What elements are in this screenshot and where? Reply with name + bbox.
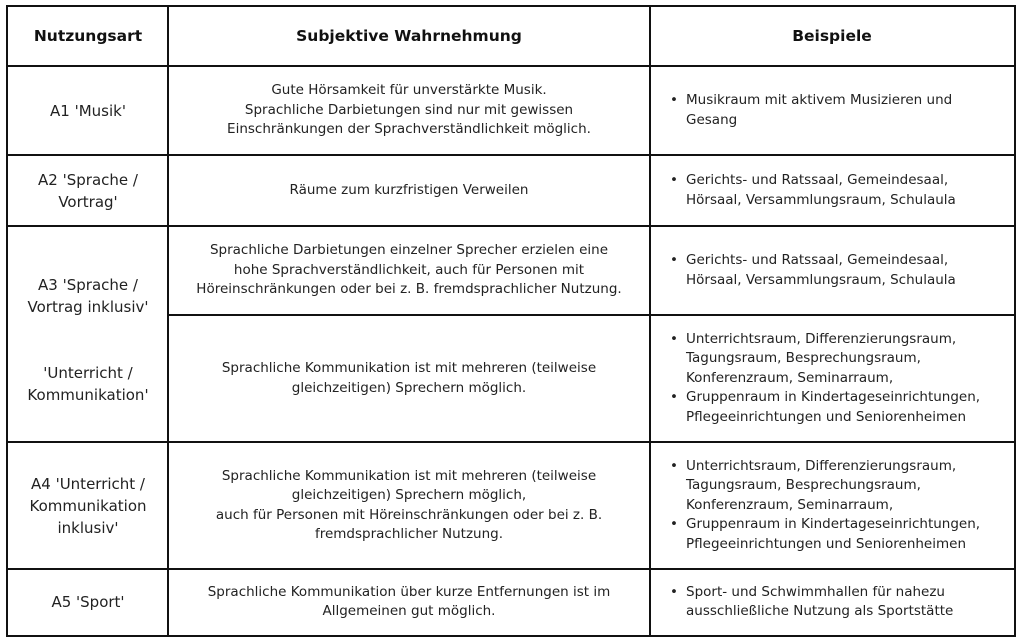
examples-cell: [650, 569, 1014, 635]
usage-cell-text: [27, 362, 148, 406]
examples-item-line: ausschließliche Nutzung als Sportstätte: [686, 603, 954, 619]
header-beispiele: Beispiele: [792, 26, 872, 45]
examples-cell: [650, 226, 1014, 315]
usage-cell-line: A2 'Sprache /: [38, 170, 138, 189]
examples-cell: [650, 442, 1014, 569]
perception-cell-text: [227, 81, 591, 140]
examples-list: [668, 91, 952, 130]
usage-cell-line: A4 'Unterricht /: [31, 474, 145, 493]
perception-cell-text: [208, 583, 611, 622]
usage-cell: [8, 326, 168, 442]
examples-item-line: Gerichts- und Ratssaal, Gemeindesaal,: [686, 172, 949, 188]
examples-item-line: Konferenzraum, Seminarraum,: [686, 369, 894, 386]
examples-item: [668, 515, 980, 554]
perception-cell-line: hohe Sprachverständlichkeit, auch für Personen mit: [233, 261, 585, 278]
usage-cell-line: 'Unterricht /: [43, 364, 133, 382]
examples-item: [668, 171, 956, 210]
examples-item: [668, 91, 952, 130]
row-divider: [8, 225, 1014, 227]
examples-list: [668, 330, 980, 428]
usage-cell-line: A1 'Musik': [50, 101, 126, 120]
row-divider: [8, 441, 1014, 443]
bullet-icon: •: [670, 172, 678, 188]
row-divider: [168, 314, 1014, 316]
usage-cell-text: [51, 591, 124, 613]
examples-list: [668, 171, 956, 210]
usage-cell-line: A3 'Sprache /: [38, 276, 138, 294]
usage-cell-line: Kommunikation': [27, 386, 149, 404]
header-subjektive-wahrnehmung: Subjektive Wahrnehmung: [296, 26, 522, 45]
usage-cell-line: A5 'Sport': [51, 593, 125, 611]
perception-cell: [168, 66, 650, 155]
usage-cell-line: Vortrag': [58, 192, 118, 211]
usage-cell: [8, 569, 168, 635]
column-divider: [649, 7, 651, 635]
perception-cell: [168, 315, 650, 442]
perception-cell-line: Sprachliche Kommunikation ist mit mehreren (teilweise: [221, 467, 597, 484]
examples-item-line: Gesang: [686, 111, 738, 128]
perception-cell-line: Allgemeinen gut möglich.: [322, 603, 496, 619]
perception-cell-text: [290, 181, 529, 201]
perception-cell-text: [222, 359, 596, 398]
usage-table: [6, 5, 1016, 637]
perception-cell-line: Höreinschränkungen oder bei z. B. fremdsprachlicher Nutzung.: [196, 281, 622, 298]
examples-item-line: Unterrichtsraum, Differenzierungsraum,: [686, 457, 957, 474]
row-divider: [8, 65, 1014, 67]
perception-cell-line: fremdsprachlicher Nutzung.: [314, 526, 504, 542]
examples-item: [668, 251, 956, 290]
examples-cell: [650, 155, 1014, 226]
usage-cell-text: [50, 100, 126, 122]
examples-item-line: Unterrichtsraum, Differenzierungsraum,: [686, 330, 957, 347]
perception-cell-text: [196, 241, 621, 300]
perception-cell-line: Sprachliche Darbietungen einzelner Sprecher erzielen eine: [209, 242, 609, 259]
examples-item-line: Musikraum mit aktivem Musizieren und: [686, 92, 953, 108]
perception-cell-line: Sprachliche Darbietungen sind nur mit gewissen: [244, 101, 574, 118]
examples-item-line: Tagungsraum, Besprechungsraum,: [686, 350, 921, 367]
column-divider: [167, 7, 169, 635]
row-divider: [8, 568, 1014, 570]
examples-item: [668, 457, 980, 516]
examples-item-line: Gruppenraum in Kindertageseinrichtungen,: [686, 516, 981, 533]
examples-cell: [650, 66, 1014, 155]
bullet-icon: •: [670, 583, 678, 600]
bullet-icon: •: [670, 516, 678, 533]
examples-item: [668, 388, 980, 427]
usage-cell: [8, 66, 168, 155]
perception-cell: [168, 155, 650, 226]
perception-cell-line: gleichzeitigen) Sprechern möglich.: [291, 379, 527, 396]
perception-cell-line: Räume zum kurzfristigen Verweilen: [289, 181, 529, 198]
examples-item-line: Konferenzraum, Seminarraum,: [686, 496, 894, 513]
perception-cell-line: Sprachliche Kommunikation ist mit mehreren (teilweise: [221, 360, 597, 376]
perception-cell-line: Gute Hörsamkeit für unverstärkte Musik.: [271, 82, 547, 99]
examples-item-line: Pflegeeinrichtungen und Seniorenheimen: [686, 408, 966, 425]
usage-cell-text: [29, 473, 146, 539]
bullet-icon: •: [670, 252, 678, 268]
perception-cell-line: auch für Personen mit Höreinschränkungen oder bei z. B.: [215, 506, 603, 523]
header-nutzungsart: Nutzungsart: [33, 26, 143, 45]
examples-item: [668, 583, 953, 622]
bullet-icon: •: [670, 389, 678, 406]
bullet-icon: •: [670, 92, 678, 108]
usage-cell-line: Vortrag inklusiv': [27, 298, 149, 316]
examples-item-line: Gerichts- und Ratssaal, Gemeindesaal,: [686, 252, 949, 268]
examples-item-line: Sport- und Schwimmhallen für nahezu: [686, 583, 945, 600]
examples-list: [668, 251, 956, 290]
examples-list: [668, 457, 980, 555]
perception-cell-line: Sprachliche Kommunikation über kurze Entfernungen ist im: [207, 583, 611, 600]
perception-cell-text: [216, 467, 602, 545]
bullet-icon: •: [670, 330, 678, 347]
examples-item-line: Gruppenraum in Kindertageseinrichtungen,: [686, 389, 981, 406]
usage-cell-line: inklusiv': [57, 518, 119, 537]
perception-cell: [168, 226, 650, 315]
usage-cell: [8, 155, 168, 226]
examples-item-line: Hörsaal, Versammlungsraum, Schulaula: [686, 271, 956, 288]
bullet-icon: •: [670, 457, 678, 474]
row-divider: [8, 154, 1014, 156]
examples-item-line: Pflegeeinrichtungen und Seniorenheimen: [686, 535, 966, 552]
perception-cell: [168, 569, 650, 635]
perception-cell-line: Einschränkungen der Sprachverständlichkeit möglich.: [227, 121, 591, 138]
usage-cell-text: [38, 169, 138, 213]
examples-item-line: Hörsaal, Versammlungsraum, Schulaula: [686, 191, 956, 208]
examples-cell: [650, 315, 1014, 442]
examples-item: [668, 330, 980, 389]
examples-list: [668, 583, 953, 622]
usage-cell: [8, 442, 168, 569]
usage-cell-line: Kommunikation: [29, 496, 147, 515]
examples-item-line: Tagungsraum, Besprechungsraum,: [686, 477, 921, 494]
perception-cell-line: gleichzeitigen) Sprechern möglich,: [291, 487, 527, 503]
perception-cell: [168, 442, 650, 569]
usage-cell-text: [28, 274, 149, 318]
